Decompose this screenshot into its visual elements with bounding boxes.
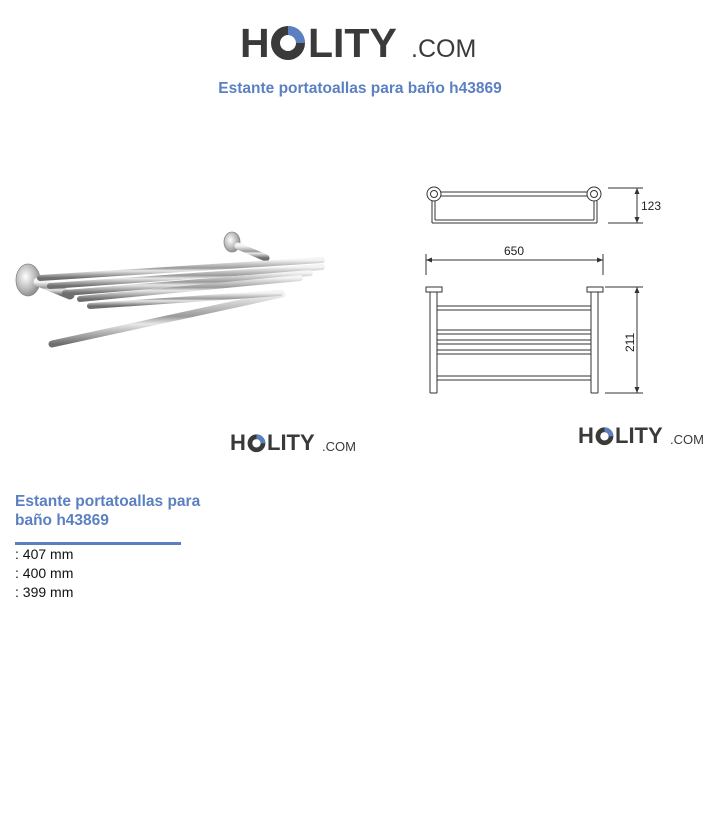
watermark-left-letters-lity: LITY bbox=[267, 430, 315, 455]
page-title: Estante portatoallas para baño h43869 bbox=[218, 80, 502, 97]
product-title: Estante portatoallas para baño h43869 bbox=[15, 493, 201, 529]
logo-letter-h: H bbox=[240, 20, 270, 66]
logo-letters-lity: LITY bbox=[308, 20, 397, 66]
logo-o-icon bbox=[594, 424, 616, 448]
watermark-left-letter-h: H bbox=[230, 430, 246, 455]
watermark-right-letters-lity: LITY bbox=[615, 423, 663, 448]
dimension-depth-label: 123 bbox=[641, 199, 662, 213]
spec-line-3: : 399 mm bbox=[15, 584, 74, 600]
spec-line-2: : 400 mm bbox=[15, 565, 74, 581]
watermark-right-letter-h: H bbox=[578, 423, 594, 448]
watermark-left-suffix: .COM bbox=[322, 439, 356, 454]
technical-drawing bbox=[415, 180, 675, 400]
title-divider bbox=[15, 542, 181, 545]
watermark-right-suffix: .COM bbox=[670, 432, 704, 447]
dimension-width-label: 650 bbox=[503, 244, 525, 258]
logo-o-icon bbox=[246, 431, 268, 455]
logo-o-icon bbox=[268, 20, 310, 65]
logo-domain-suffix: .COM bbox=[411, 35, 477, 63]
product-photo bbox=[10, 230, 330, 360]
spec-line-1: : 407 mm bbox=[15, 546, 74, 562]
dimension-height-label: 211 bbox=[623, 332, 637, 352]
